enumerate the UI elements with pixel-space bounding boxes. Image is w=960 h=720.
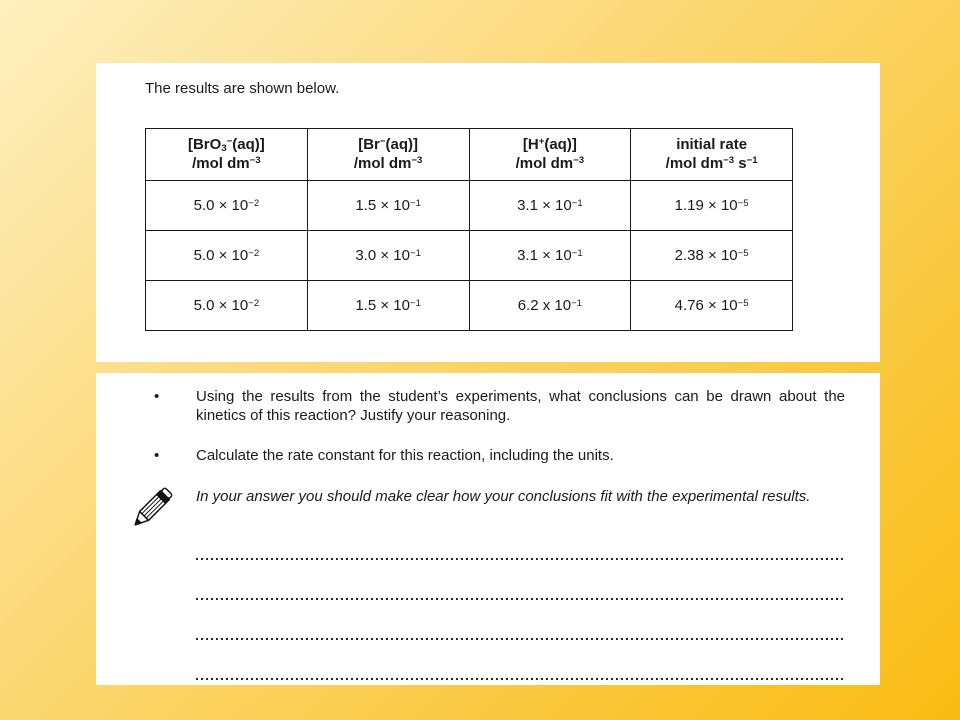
column-header-units: /mol $dm^{-3}$ [515,154,585,172]
column-header-label: initial rate [676,135,748,153]
answer-line [196,558,845,560]
table-row [146,181,793,231]
table-cell: $5.0 \times 10^{-2}$ [146,231,308,281]
table-cell: $2.38 \times 10^{-5}$ [631,231,793,281]
table-cell: $3.1 \times 10^{-1}$ [469,231,631,281]
guidance-note-text: In your answer you should make clear how your conclusions fit with the experimental results. [196,488,811,505]
column-header-units: /mol $dm^{-3}$ $s^{-1}$ [665,154,758,172]
table-cell: $5.0 \times 10^{-2}$ [146,181,308,231]
column-header-hydrogen-ion-concentration [469,129,631,181]
questions-panel [96,373,880,685]
table-row [146,281,793,331]
column-header-formula: [H+(aq)] [522,135,577,153]
table-header-row [146,129,793,181]
pencil-icon [124,478,182,536]
question-text-kinetics: Using the results from the student’s experiments, what conclusions can be drawn about the kinetics of this reaction? Justify your reasoning. [196,388,845,424]
results-panel [96,63,880,362]
bullet-icon: • [154,447,160,464]
table-row [146,231,793,281]
answer-line [196,598,845,600]
answer-line [196,638,845,640]
table-cell: 6.2 x $10^{-1}$ [469,281,631,331]
results-intro-text: The results are shown below. [145,80,340,97]
column-header-units: /mol $dm^{-3}$ [353,154,423,172]
bullet-question-kinetics [154,387,845,425]
question-text-rate-constant: Calculate the rate constant for this reaction, including the units. [196,447,614,464]
results-table [145,128,793,331]
column-header-units: /mol $dm^{-3}$ [192,154,261,172]
table-cell: $1.5 \times 10^{-1}$ [307,181,469,231]
bullet-icon: • [154,388,160,405]
column-header-formula: [Br−(aq)] [358,135,419,153]
table-cell: $1.5 \times 10^{-1}$ [307,281,469,331]
bullet-question-rate-constant [154,446,845,465]
table-cell: $5.0 \times 10^{-2}$ [146,281,308,331]
column-header-bromate-concentration [146,129,308,181]
table-cell: $1.19 \times 10^{-5}$ [631,181,793,231]
table-cell: $4.76 \times 10^{-5}$ [631,281,793,331]
table-cell: $3.1 \times 10^{-1}$ [469,181,631,231]
column-header-bromide-concentration [307,129,469,181]
table-cell: $3.0 \times 10^{-1}$ [307,231,469,281]
column-header-formula: [BrO$_3$−(aq)] [187,135,265,155]
answer-line [196,678,845,680]
column-header-initial-rate [631,129,793,181]
